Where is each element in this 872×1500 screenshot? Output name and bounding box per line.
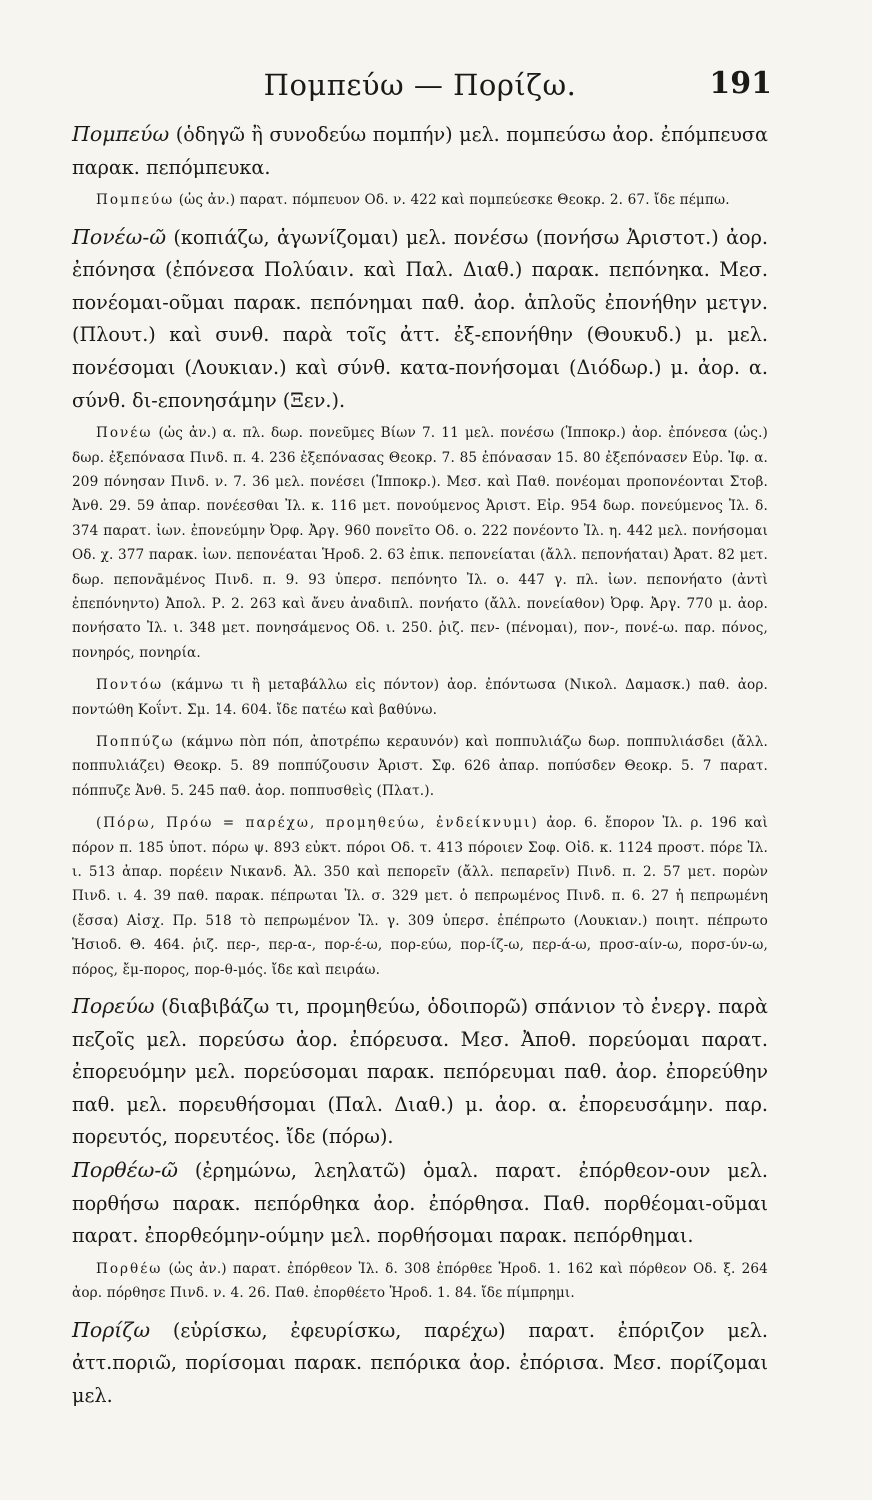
entry-poro: [72, 811, 768, 982]
entry-porizo: [72, 1314, 768, 1413]
citation-lemma: Πορθέω: [96, 1260, 163, 1277]
citation-lemma: Πομπεύω: [96, 192, 175, 209]
page-header: [72, 58, 772, 118]
citation-block: [72, 1257, 768, 1306]
entry-definition: (εὑρίσκω, ἐφευρίσκω, παρέχω) παρατ. ἐπόριζον μελ. ἀττ.ποριῶ, πορίσομαι παρακ. πεπόρικα ἀορ. ἐπόρισα. Μεσ. πορίζομαι μελ.: [72, 1318, 768, 1407]
citation-text: (ὡς ἀν.) παρατ. ἐπόρθεον Ἰλ. δ. 308 ἐπόρθεε Ἡροδ. 1. 162 καὶ πόρθεον Οδ. ξ. 264 ἀορ. πόρθησε Πινδ. ν. 4. 26. Παθ. ἐπορθέετο Ἡροδ. 1. 84. ἴδε πίμπρημι.: [72, 1260, 768, 1302]
lemma: Πομπεύω: [72, 122, 170, 146]
citation-text: (κάμνω τι ἢ μεταβάλλω εἰς πόντον) ἀορ. ἐπόντωσα (Νικολ. Δαμασκ.) παθ. ἀορ. ποντώθη Κοΐντ. Σμ. 14. 604. ἴδε πατέω καὶ βαθύνω.: [72, 677, 768, 718]
entry-poppyzo: [72, 730, 768, 803]
citation-text: (ὡς ἀν.) α. πλ. δωρ. πονεῦμες Βίων 7. 11 μελ. πονέσω (Ἱπποκρ.) ἀορ. ἐπόνεσα (ὡς.) δωρ. ἐξεπόνασα Πινδ. π. 4. 236 ἐξεπόνασας Θεοκρ. 7. 85 ἐπόνασαν 15. 80 ἐξεπόνασεν Εὐρ. Ἰφ. α. 209 πόνησαν Πινδ. ν. 7. 36 μελ. πονέσει (Ἱπποκρ.). Μεσ. καὶ Παθ. πονέομαι προπονέονται Στοβ. Ἀνθ. 29. 59 ἀπαρ. πονέεσθαι Ἰλ. κ. 116 μετ. πονούμενος Ἀριστ. Εἰρ. 954 δωρ. πονεύμενος Ἰλ. δ. 374 παρατ. ἰων. ἐπονεύμην Ὀρφ. Ἀργ. 960 πονεῖτο Οδ. ο. 222 πονέοντο Ἰλ. η. 442 μελ. πονήσομαι Οδ. χ. 377 παρακ. ἰων. πεπονέαται Ἡροδ. 2. 63 ἐπικ. πεπονείαται (ἄλλ. πεπονήαται) Ἀρατ. 82 μετ. δωρ. πεπονᾱμένος Πινδ. π. 9. 93 ὑπερσ. πεπόνητο Ἰλ. ο. 447 γ. πλ. ἰων. πεπονήατο (ἀντὶ ἐπεπόνηντο) Ἀπολ. Ρ. 2. 263 καὶ ἄνευ ἀναδιπλ. πονήατο (ἄλλ. πονείαθον) Ὀρφ. Ἀργ. 770 μ. ἀορ. πονήσατο Ἰλ. ι. 348 μετ. πονησάμενος Οδ. ι. 250. ῥιζ. πεν- (πένομαι), πον-, πονέ-ω. παρ. πόνος, πονηρός, πονηρία.: [72, 425, 768, 661]
citation-text: ἀορ. 6. ἔπορον Ἰλ. ρ. 196 καὶ πόρον π. 185 ὑποτ. πόρω ψ. 893 εὐκτ. πόροι Οδ. τ. 413 πόροιεν Σοφ. Οἰδ. κ. 1124 προστ. πόρε Ἰλ. ι. 513 ἀπαρ. πορέειν Νικανδ. Ἀλ. 350 καὶ πεπορεῖν (ἄλλ. πεπαρεῖν) Πινδ. π. 2. 57 μετ. πορὼν Πινδ. ι. 4. 39 παθ. παρακ. πέπρωται Ἰλ. σ. 329 μετ. ὁ πεπρωμένος Πινδ. π. 6. 27 ἡ πεπρωμένη (ἔσσα) Αἰσχ. Πρ. 518 τὸ πεπρωμένον Ἰλ. γ. 309 ὑπερσ. ἐπέπρωτο (Λουκιαν.) ποιητ. πέπρωτο Ἡσιοδ. Θ. 464. ῥιζ. περ-, περ-α-, πορ-έ-ω, πορ-εύω, πορ-ίζ-ω, περ-ά-ω, προσ-αίν-ω, πορσ-ύν-ω, πόρος, ἔμ-πορος, πορ-θ-μός. ἴδε καὶ πειράω.: [72, 815, 768, 978]
entry-pontoo: [72, 673, 768, 722]
entry-definition: (ὁδηγῶ ἢ συνοδεύω πομπήν) μελ. πομπεύσω ἀορ. ἐπόμπευσα παρακ. πεπόμπευκα.: [72, 123, 768, 179]
citation-lemma: Πονέω: [96, 425, 153, 442]
entry-definition: (ἐρημώνω, λεηλατῶ) ὁμαλ. παρατ. ἐπόρθεον-ουν μελ. πορθήσω παρακ. πεπόρθηκα ἀορ. ἐπόρθησα. Παθ. πορθέομαι-οῦμαι παρατ. ἐπορθεόμην-ούμην μελ. πορθήσομαι παρακ. πεπόρθημαι.: [72, 1159, 768, 1248]
entry-poreuo: [72, 990, 768, 1154]
entry-poneo: [72, 221, 768, 418]
citation-lemma: Ποντόω: [96, 677, 164, 694]
lemma: Πονέω-ῶ: [72, 224, 167, 249]
entry-definition: (κοπιάζω, ἀγωνίζομαι) μελ. πονέσω (πονήσω Ἀριστοτ.) ἀορ. ἐπόνησα (ἐπόνεσα Πολύαιν. καὶ Παλ. Διαθ.) παρακ. πεπόνηκα. Μεσ. πονέομαι-οῦμαι παρακ. πεπόνημαι παθ. ἀορ. ἁπλοῦς ἐπονήθην μετγν. (Πλουτ.) καὶ συνθ. παρὰ τοῖς ἀττ. ἐξ-επονήθην (Θουκυδ.) μ. μελ. πονέσομαι (Λουκιαν.) καὶ σύνθ. κατα-πονήσομαι (Διόδωρ.) μ. ἀορ. α. σύνθ. δι-επονησάμην (Ξεν.).: [72, 225, 768, 412]
citation-block: [72, 188, 768, 212]
citation-text: (ὡς ἀν.) παρατ. πόμπευον Οδ. ν. 422 καὶ πομπεύεσκε Θεοκρ. 2. 67. ἴδε πέμπω.: [178, 192, 730, 209]
citation-lemma: (Πόρω, Πρόω = παρέχω, προμηθεύω, ἐνδείκνυμι): [96, 815, 539, 832]
citation-text: (κάμνω πὸπ πόπ, ἀποτρέπω κεραυνόν) καὶ ποππυλιάζω δωρ. ποππυλιάσδει (ἄλλ. ποππυλιάζει) Θεοκρ. 5. 89 ποππύζουσιν Ἀριστ. Σφ. 626 ἀπαρ. ποπύσδεν Θεοκρ. 5. 7 παρατ. πόππυζε Ἀνθ. 5. 245 παθ. ἀορ. ποππυσθεὶς (Πλατ.).: [72, 734, 768, 799]
citation-block: [72, 421, 768, 665]
lemma: Πορθέω-ῶ: [72, 1158, 178, 1183]
citation-lemma: Ποππύζω: [96, 734, 175, 751]
entry-definition: (διαβιβάζω τι, προμηθεύω, ὁδοιπορῶ) σπάνιον τὸ ἐνεργ. παρὰ πεζοῖς μελ. πορεύσω ἀορ. ἐπόρευσα. Μεσ. Ἀποθ. πορεύομαι παρατ. ἐπορευόμην μελ. πορεύσομαι παρακ. πεπόρευμαι παθ. ἀορ. ἐπορεύθην παθ. μελ. πορευθήσομαι (Παλ. Διαθ.) μ. ἀορ. α. ἐπορευσάμην. παρ. πορευτός, πορευτέος. ἴδε (πόρω).: [72, 995, 768, 1149]
running-title: Πομπεύω — Πορίζω.: [263, 68, 577, 102]
entry-pompeuo: [72, 118, 768, 184]
entry-portheo: [72, 1154, 768, 1253]
lemma: Πορεύω: [72, 994, 155, 1019]
lemma: Πορίζω: [72, 1317, 151, 1342]
page-number: 191: [709, 66, 772, 101]
